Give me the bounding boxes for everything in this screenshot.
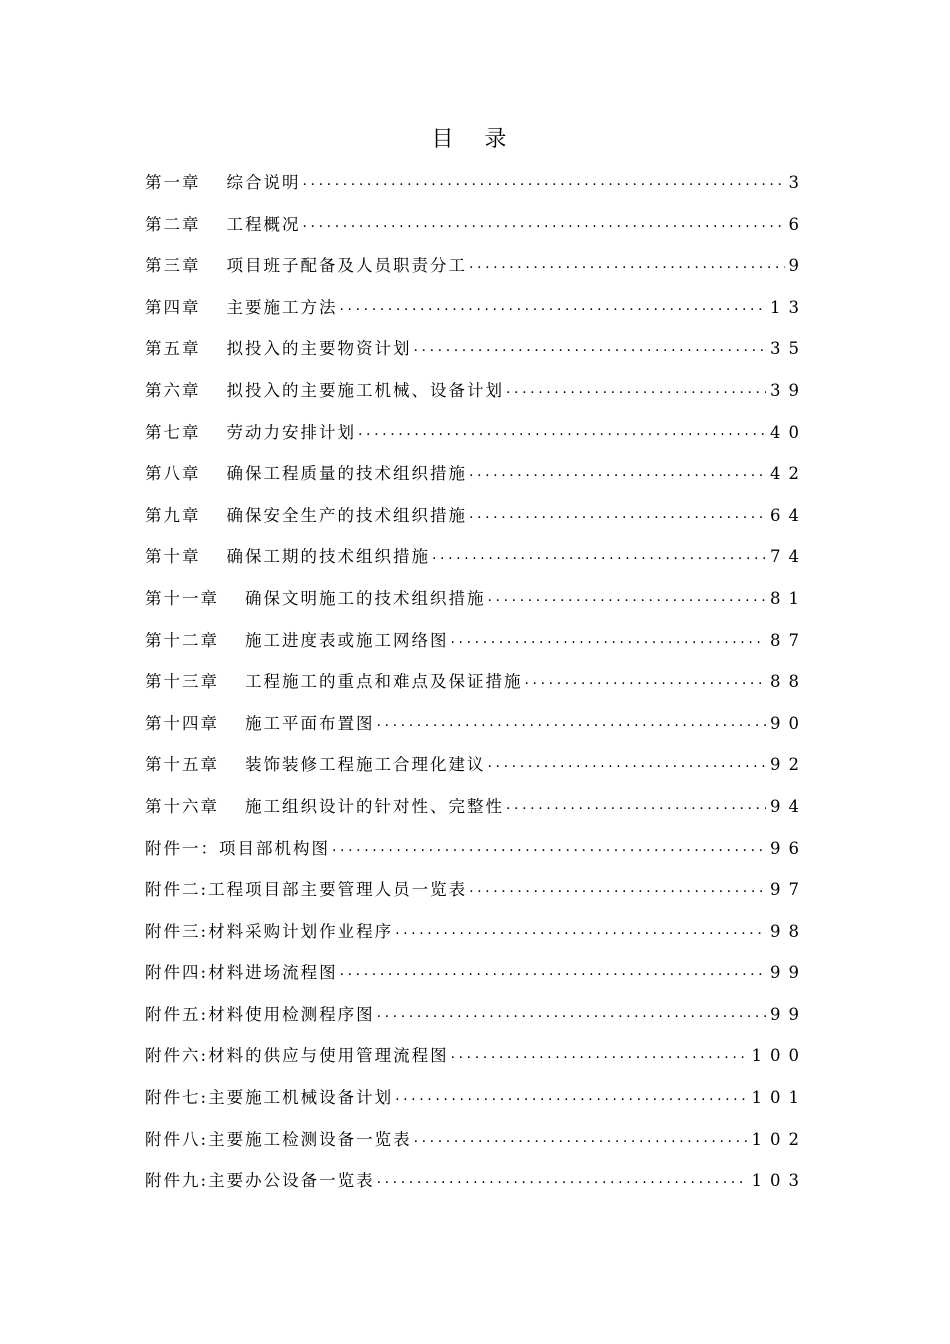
toc-leader-dots bbox=[377, 1002, 766, 1020]
toc-entry bbox=[145, 1038, 807, 1080]
toc-chapter-title: 施工组织设计的针对性、完整性 bbox=[245, 796, 504, 816]
toc-entry bbox=[145, 997, 807, 1039]
toc-page-number: 90 bbox=[770, 713, 807, 733]
toc-chapter-number: 第二章 bbox=[145, 214, 201, 234]
toc-annex-number: 附件五: bbox=[145, 1004, 209, 1024]
toc-page-number: 94 bbox=[770, 796, 807, 816]
toc-leader-dots bbox=[469, 503, 766, 521]
toc-leader-dots bbox=[340, 295, 767, 313]
toc-entry bbox=[145, 331, 807, 373]
toc-chapter-title: 施工进度表或施工网络图 bbox=[245, 630, 449, 650]
toc-page-number: 96 bbox=[770, 838, 807, 858]
toc-chapter-number: 第十三章 bbox=[145, 672, 219, 692]
toc-chapter-number: 第九章 bbox=[145, 505, 201, 525]
toc-page-number: 92 bbox=[770, 755, 807, 775]
toc-annex-number: 附件一： bbox=[145, 838, 219, 858]
toc-entry bbox=[145, 498, 807, 540]
toc-annex-title: 材料进场流程图 bbox=[208, 963, 338, 983]
toc-leader-dots bbox=[488, 586, 767, 604]
toc-leader-dots bbox=[414, 1127, 748, 1145]
toc-chapter-title: 确保工期的技术组织措施 bbox=[226, 547, 430, 567]
toc-chapter-number: 第十章 bbox=[145, 547, 201, 567]
toc-annex-title: 主要施工检测设备一览表 bbox=[208, 1129, 412, 1149]
toc-leader-dots bbox=[414, 336, 767, 354]
toc-chapter-number: 第一章 bbox=[145, 173, 201, 192]
toc-page-number: 99 bbox=[770, 1004, 807, 1024]
toc-chapter-title: 装饰装修工程施工合理化建议 bbox=[245, 755, 486, 775]
toc-entry bbox=[145, 914, 807, 956]
toc-leader-dots bbox=[377, 1168, 748, 1186]
toc-chapter-number: 第八章 bbox=[145, 464, 201, 484]
toc-page-number: 3 bbox=[788, 173, 807, 192]
toc-page-number: 87 bbox=[770, 630, 807, 650]
toc-page-number: 9 bbox=[788, 256, 807, 276]
toc-leader-dots bbox=[469, 461, 766, 479]
toc-entry bbox=[145, 248, 807, 290]
toc-annex-number: 附件七: bbox=[145, 1088, 209, 1108]
toc-entry bbox=[145, 1080, 807, 1122]
toc-page-number: 98 bbox=[770, 921, 807, 941]
toc-page-number: 101 bbox=[751, 1088, 807, 1108]
toc-annex-title: 材料的供应与使用管理流程图 bbox=[208, 1046, 449, 1066]
toc-chapter-title: 确保文明施工的技术组织措施 bbox=[245, 588, 486, 608]
toc-page-number: 35 bbox=[770, 339, 807, 359]
toc-annex-number: 附件二: bbox=[145, 880, 209, 900]
toc-chapter-number: 第四章 bbox=[145, 297, 201, 317]
toc-leader-dots bbox=[469, 877, 766, 895]
toc-annex-title: 材料采购计划作业程序 bbox=[208, 921, 394, 941]
toc-entry bbox=[145, 831, 807, 873]
toc-leader-dots bbox=[395, 919, 766, 937]
toc-entry bbox=[145, 290, 807, 332]
toc-leader-dots bbox=[432, 544, 766, 562]
toc-entry bbox=[145, 539, 807, 581]
toc-list bbox=[145, 165, 807, 1205]
toc-leader-dots bbox=[506, 794, 766, 812]
toc-entry bbox=[145, 623, 807, 665]
toc-page-number: 102 bbox=[751, 1129, 807, 1149]
toc-chapter-title: 项目班子配备及人员职责分工 bbox=[226, 256, 467, 276]
toc-page-number: 81 bbox=[770, 588, 807, 608]
toc-entry bbox=[145, 747, 807, 789]
toc-chapter-number: 第十二章 bbox=[145, 630, 219, 650]
toc-page-number: 100 bbox=[751, 1046, 807, 1066]
toc-entry bbox=[145, 706, 807, 748]
toc-annex-title: 主要施工机械设备计划 bbox=[208, 1088, 394, 1108]
toc-entry bbox=[145, 207, 807, 249]
toc-chapter-title: 施工平面布置图 bbox=[245, 713, 375, 733]
toc-page-number: 39 bbox=[770, 380, 807, 400]
toc-annex-number: 附件三: bbox=[145, 921, 209, 941]
toc-chapter-title: 拟投入的主要施工机械、设备计划 bbox=[226, 380, 504, 400]
toc-chapter-number: 第三章 bbox=[145, 256, 201, 276]
toc-entry bbox=[145, 373, 807, 415]
toc-entry bbox=[145, 1122, 807, 1164]
toc-leader-dots bbox=[451, 628, 767, 646]
toc-chapter-title: 确保安全生产的技术组织措施 bbox=[226, 505, 467, 525]
toc-page-number: 40 bbox=[770, 422, 807, 442]
toc-leader-dots bbox=[303, 170, 785, 188]
toc-page-number: 88 bbox=[770, 672, 807, 692]
toc-chapter-number: 第十五章 bbox=[145, 755, 219, 775]
toc-chapter-title: 确保工程质量的技术组织措施 bbox=[226, 464, 467, 484]
toc-entry bbox=[145, 456, 807, 498]
toc-entry bbox=[145, 1163, 807, 1205]
toc-entry bbox=[145, 415, 807, 457]
toc-annex-number: 附件九: bbox=[145, 1171, 209, 1191]
toc-page-number: 6 bbox=[788, 214, 807, 234]
toc-annex-title: 材料使用检测程序图 bbox=[208, 1004, 375, 1024]
toc-leader-dots bbox=[303, 212, 785, 230]
toc-leader-dots bbox=[469, 253, 785, 271]
toc-page-number: 13 bbox=[770, 297, 807, 317]
toc-chapter-title: 工程概况 bbox=[226, 214, 301, 234]
toc-page-number: 74 bbox=[770, 547, 807, 567]
toc-leader-dots bbox=[451, 1043, 748, 1061]
toc-chapter-title: 劳动力安排计划 bbox=[226, 422, 356, 442]
toc-annex-number: 附件六: bbox=[145, 1046, 209, 1066]
toc-chapter-number: 第七章 bbox=[145, 422, 201, 442]
toc-annex-title: 主要办公设备一览表 bbox=[208, 1171, 375, 1191]
toc-leader-dots bbox=[377, 711, 767, 729]
toc-entry bbox=[145, 872, 807, 914]
toc-page-number: 64 bbox=[770, 505, 807, 525]
toc-leader-dots bbox=[488, 752, 767, 770]
toc-leader-dots bbox=[506, 378, 766, 396]
toc-leader-dots bbox=[340, 960, 766, 978]
toc-annex-title: 工程项目部主要管理人员一览表 bbox=[208, 880, 468, 900]
toc-annex-number: 附件八: bbox=[145, 1129, 209, 1149]
toc-entry bbox=[145, 789, 807, 831]
toc-chapter-number: 第十四章 bbox=[145, 713, 219, 733]
toc-chapter-number: 第十六章 bbox=[145, 796, 219, 816]
toc-leader-dots bbox=[525, 669, 767, 687]
toc-entry bbox=[145, 955, 807, 997]
toc-entry bbox=[145, 664, 807, 706]
toc-chapter-title: 综合说明 bbox=[226, 173, 301, 192]
toc-entry bbox=[145, 581, 807, 623]
toc-title: 目 录 bbox=[431, 127, 519, 152]
toc-chapter-title: 拟投入的主要物资计划 bbox=[226, 339, 412, 359]
toc-page-number: 97 bbox=[770, 880, 807, 900]
toc-annex-title: 项目部机构图 bbox=[219, 838, 330, 858]
toc-chapter-number: 第五章 bbox=[145, 339, 201, 359]
toc-leader-dots bbox=[395, 1085, 747, 1103]
toc-page-number: 99 bbox=[770, 963, 807, 983]
toc-entry bbox=[145, 165, 807, 207]
toc-page-number: 103 bbox=[751, 1171, 807, 1191]
toc-chapter-number: 第六章 bbox=[145, 380, 201, 400]
toc-chapter-title: 工程施工的重点和难点及保证措施 bbox=[245, 672, 523, 692]
toc-annex-number: 附件四: bbox=[145, 963, 209, 983]
toc-leader-dots bbox=[358, 420, 766, 438]
toc-chapter-title: 主要施工方法 bbox=[226, 297, 338, 317]
toc-leader-dots bbox=[332, 836, 766, 854]
toc-page-number: 42 bbox=[770, 464, 807, 484]
toc-chapter-number: 第十一章 bbox=[145, 588, 219, 608]
